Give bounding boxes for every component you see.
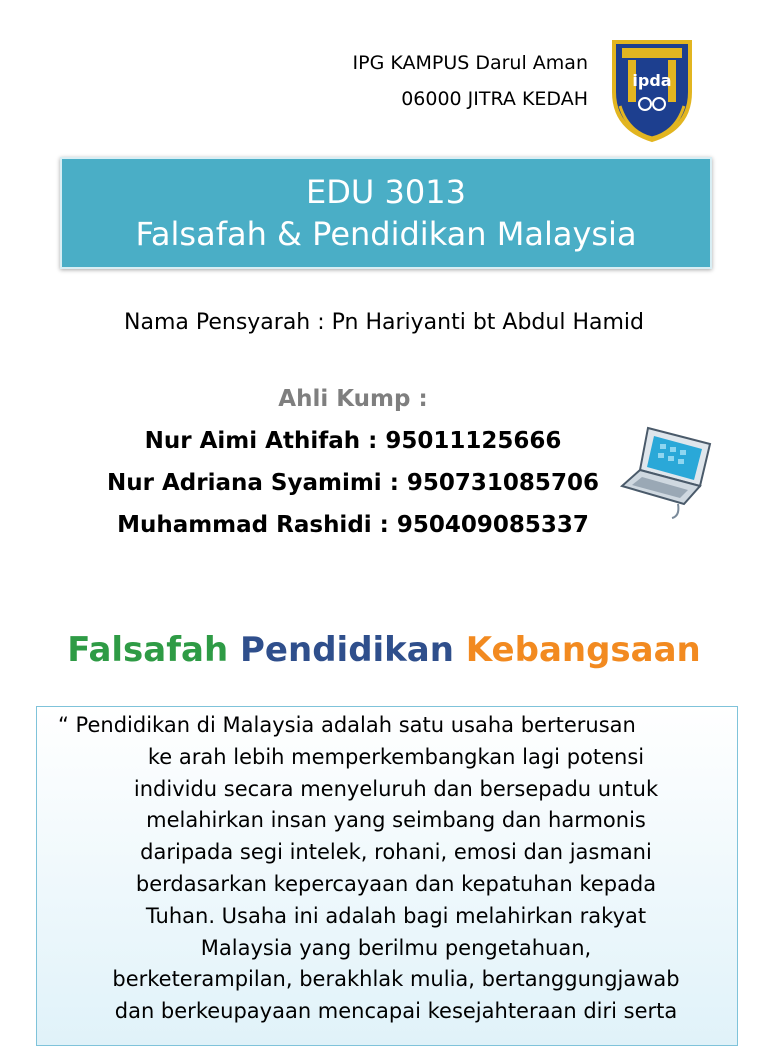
heading-word-falsafah: Falsafah [67,630,229,670]
course-title: Falsafah & Pendidikan Malaysia [135,215,637,253]
lecturer-name: Nama Pensyarah : Pn Hariyanti bt Abdul Hamid [124,310,644,335]
course-code: EDU 3013 [306,173,466,211]
members-heading: Ahli Kump : [278,386,428,412]
quote-line: Malaysia yang berilmu pengetahuan, [200,935,592,960]
ipg-crest-icon [608,34,696,144]
member-item: Muhammad Rashidi : 950409085337 [117,512,589,538]
member-item: Nur Aimi Athifah : 95011125666 [144,428,562,454]
quote-line: berdasarkan kepercayaan dan kepatuhan kepada [135,871,657,896]
institution-name: IPG KAMPUS Darul Aman [352,52,588,74]
institution-address: 06000 JITRA KEDAH [401,88,588,110]
logo-text: ipda [632,71,672,90]
philosophy-quote [48,710,744,1028]
quote-line: ke arah lebih memperkembangkan lagi potensi [147,744,645,769]
laptop-icon [618,420,714,520]
heading-word-kebangsaan: Kebangsaan [465,630,701,670]
quote-line: berketerampilan, berakhlak mulia, bertanggungjawab [112,967,680,992]
member-item: Nur Adriana Syamimi : 950731085706 [107,470,599,496]
quote-line: melahirkan insan yang seimbang dan harmonis [146,808,646,833]
philosophy-heading [0,626,768,674]
quote-line: dan berkeupayaan mencapai kesejahteraan diri serta [114,999,678,1024]
quote-line: individu secara menyeluruh dan bersepadu untuk [133,776,659,801]
course-banner [60,157,712,269]
quote-line: “ Pendidikan di Malaysia adalah satu usaha berterusan [58,713,636,737]
quote-line: Tuhan. Usaha ini adalah bagi melahirkan rakyat [145,903,647,928]
heading-word-pendidikan: Pendidikan [240,630,454,670]
quote-line: daripada segi intelek, rohani, emosi dan jasmani [140,840,652,865]
